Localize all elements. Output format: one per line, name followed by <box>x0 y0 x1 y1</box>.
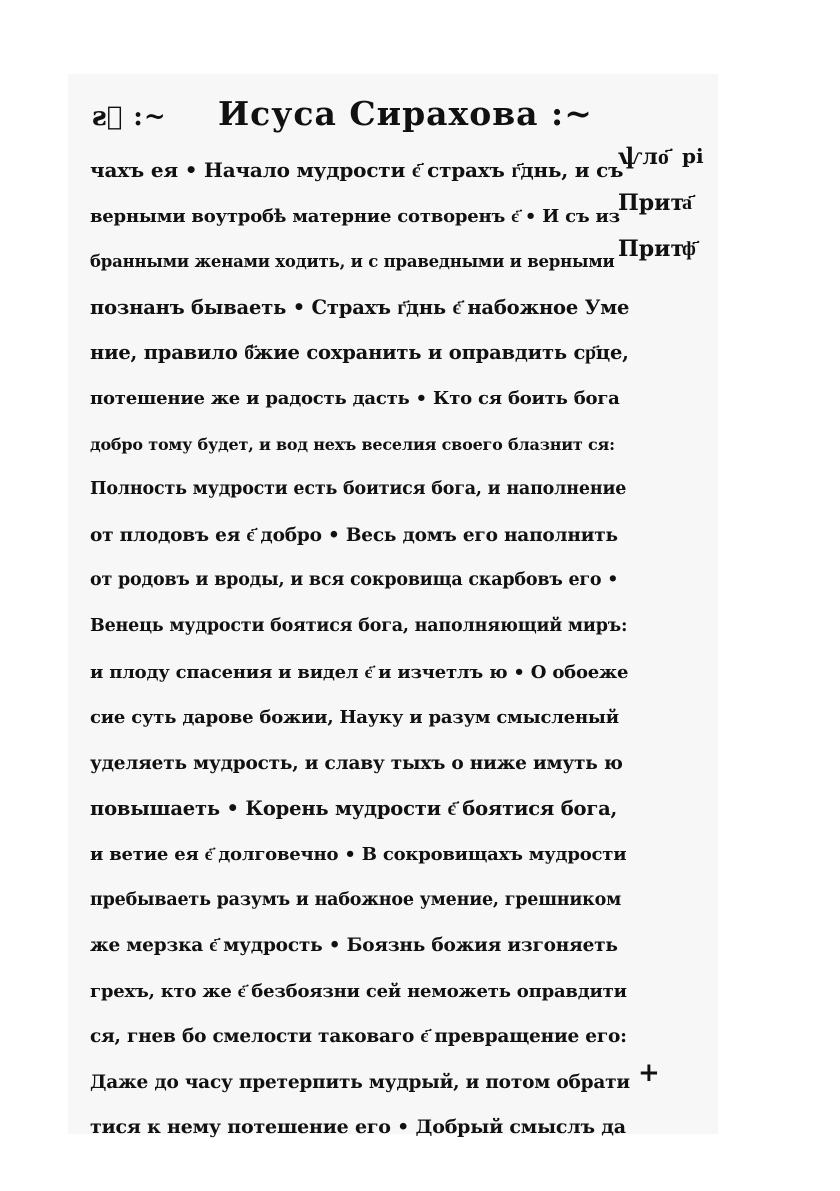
cross-mark: + <box>638 1058 660 1088</box>
text-line: грехъ, кто же є҃ безбоязни сей неможеть оправдити <box>90 980 627 1002</box>
text-line: добро тому будет, и вод нехъ веселия своего блазнит ся: <box>90 434 615 454</box>
text-line: повышаеть • Корень мудрости є҃ боятися бога, <box>90 797 618 821</box>
text-line: ние, правило б҃жие сохранить и оправдить ср҃це, <box>90 341 629 365</box>
text-line: бранными женами ходить, и с праведными и верными <box>90 252 615 272</box>
marginal-book: Прит <box>618 190 685 216</box>
text-block <box>90 148 630 1151</box>
text-line: от родовъ и вроды, и вся сокровища скарбовъ его • <box>90 570 619 591</box>
text-line: Даже до часу претерпить мудрый, и потом обрати <box>90 1071 630 1093</box>
folio-number: ꙅ҃ :~ <box>92 102 167 132</box>
text-line: потешение же и радость дасть • Кто ся боить бога <box>90 387 620 409</box>
marginal-book: ѱло҃ <box>618 144 669 170</box>
text-line: Полность мудрости есть боитися бога, и наполнение <box>90 479 627 500</box>
text-line: верными воутробѣ матерние сотворенъ є҃ • И съ из <box>90 205 620 227</box>
marginal-book: Прит <box>618 236 685 262</box>
marginal-reference <box>618 190 718 236</box>
text-line: сие суть дарове божии, Науку и разум смысленый <box>90 707 619 729</box>
running-head: Исуса Сирахова :~ <box>218 94 593 133</box>
text-line: и ветие ея є҃ долговечно • В сокровищахъ мудрости <box>90 843 627 865</box>
text-line: ся, гнев бо смелости таковаго є҃ превращение его: <box>90 1026 627 1048</box>
marginal-chapter: ф҃ <box>682 236 696 260</box>
marginal-reference <box>618 144 718 190</box>
marginal-chapter: рі <box>682 144 704 168</box>
text-line: от плодовъ ея є҃ добро • Весь домъ его наполнить <box>90 524 618 546</box>
text-line: чахъ ея • Начало мудрости є҃ страхъ г҃днь, и съ <box>90 158 624 182</box>
text-line: же мерзка є҃ мудрость • Боязнь божия изгоняеть <box>90 935 618 957</box>
marginal-reference <box>618 236 718 282</box>
text-line: пребываеть разумъ и набожное умение, грешником <box>90 889 622 910</box>
text-line: и плоду спасения и видел є҃ и изчетлъ ю • О обоеже <box>90 661 629 683</box>
text-line: тися к нему потешение его • Добрый смыслъ да <box>90 1116 626 1139</box>
marginal-references <box>618 144 718 282</box>
text-line: познанъ бываеть • Страхъ г҃днь є҃ набожное Уме <box>90 295 630 319</box>
text-line: Венець мудрости боятися бога, наполняющий миръ: <box>90 615 628 636</box>
text-line: уделяеть мудрость, и славу тыхъ о ниже имуть ю <box>90 752 623 774</box>
marginal-chapter: а҃ <box>682 190 692 214</box>
